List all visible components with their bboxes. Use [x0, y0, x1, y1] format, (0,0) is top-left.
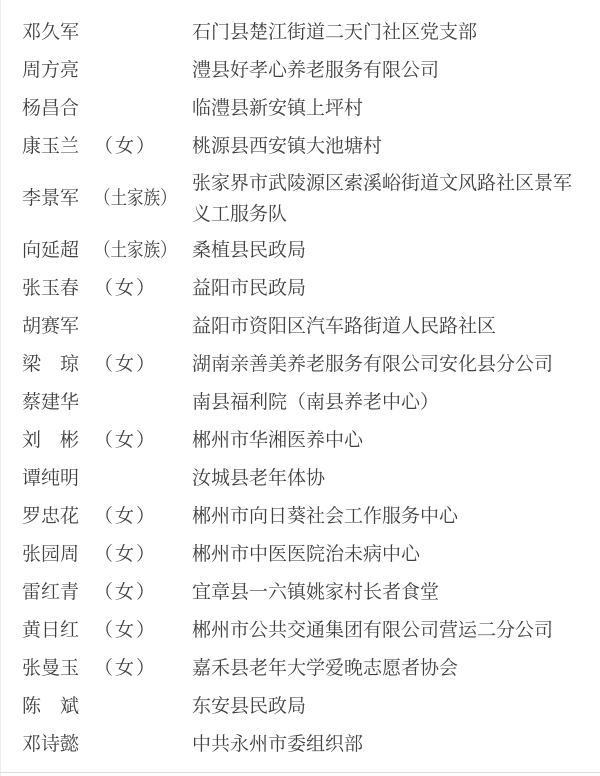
person-name: 刘 彬 [22, 430, 80, 451]
person-name: 向延超 [22, 240, 80, 261]
person-name: 李景军 [22, 188, 80, 209]
person-name: 谭纯明 [22, 468, 80, 489]
roster-row [0, 232, 600, 270]
person-annotation: （土家族） [94, 240, 177, 261]
roster-row [0, 650, 600, 688]
person-name: 黄日红 [22, 620, 80, 641]
roster-row [0, 384, 600, 422]
person-organization: 郴州市公共交通集团有限公司营运二分公司 [192, 620, 554, 641]
roster-row [0, 14, 600, 52]
person-organization: 郴州市中医医院治未病中心 [192, 544, 421, 565]
person-annotation: （女） [94, 506, 158, 527]
roster-row [0, 346, 600, 384]
roster-row [0, 726, 600, 764]
person-annotation: （女） [94, 354, 158, 375]
person-annotation: （女） [94, 544, 158, 565]
person-name: 张曼玉 [22, 658, 80, 679]
roster-row [0, 612, 600, 650]
roster-row [0, 688, 600, 726]
person-organization: 桃源县西安镇大池塘村 [192, 136, 383, 157]
person-name: 蔡建华 [22, 392, 80, 413]
person-annotation: （女） [94, 620, 158, 641]
roster-row [0, 128, 600, 166]
person-annotation: （女） [94, 582, 158, 603]
roster-row [0, 422, 600, 460]
person-organization: 宜章县一六镇姚家村长者食堂 [192, 582, 440, 603]
person-name: 陈 斌 [22, 696, 80, 717]
person-name: 杨昌合 [22, 98, 80, 119]
person-organization: 郴州市向日葵社会工作服务中心 [192, 506, 459, 527]
person-organization: 益阳市民政局 [192, 278, 307, 299]
person-annotation: （女） [94, 278, 158, 299]
person-name: 梁 琼 [22, 354, 80, 375]
person-organization: 湖南亲善美养老服务有限公司安化县分公司 [192, 354, 554, 375]
person-organization: 汝城县老年体协 [192, 468, 326, 489]
person-name: 张园周 [22, 544, 80, 565]
roster-row [0, 52, 600, 90]
roster-row [0, 498, 600, 536]
person-organization: 中共永州市委组织部 [192, 734, 364, 755]
person-name: 雷红青 [22, 582, 80, 603]
roster-row [0, 270, 600, 308]
roster-row [0, 536, 600, 574]
person-organization: 南县福利院（南县养老中心） [192, 392, 440, 413]
scan-edge-artifact [0, 0, 1, 776]
person-annotation: （土家族） [94, 188, 177, 209]
roster-row [0, 574, 600, 612]
person-organization: 临澧县新安镇上坪村 [192, 98, 364, 119]
person-annotation: （女） [94, 658, 158, 679]
person-organization: 郴州市华湘医养中心 [192, 430, 364, 451]
person-organization: 益阳市资阳区汽车路街道人民路社区 [192, 316, 497, 337]
person-name: 罗忠花 [22, 506, 80, 527]
person-organization: 石门县楚江街道二天门社区党支部 [192, 22, 478, 43]
person-annotation: （女） [94, 430, 158, 451]
person-name: 胡赛军 [22, 316, 80, 337]
person-organization: 澧县好孝心养老服务有限公司 [192, 60, 440, 81]
roster-row [0, 166, 600, 232]
person-annotation: （女） [94, 136, 158, 157]
roster-row [0, 90, 600, 128]
scan-line-artifact [0, 772, 600, 773]
person-name: 周方亮 [22, 60, 80, 81]
person-organization: 东安县民政局 [192, 696, 307, 717]
person-name: 邓久军 [22, 22, 80, 43]
person-organization: 嘉禾县老年大学爱晚志愿者协会 [192, 658, 459, 679]
roster-row [0, 460, 600, 498]
person-name: 康玉兰 [22, 136, 80, 157]
person-name: 邓诗懿 [22, 734, 80, 755]
roster-row [0, 308, 600, 346]
person-organization: 张家界市武陵源区索溪峪街道文风路社区景军义工服务队 [192, 173, 573, 225]
person-name: 张玉春 [22, 278, 80, 299]
person-organization: 桑植县民政局 [192, 240, 307, 261]
